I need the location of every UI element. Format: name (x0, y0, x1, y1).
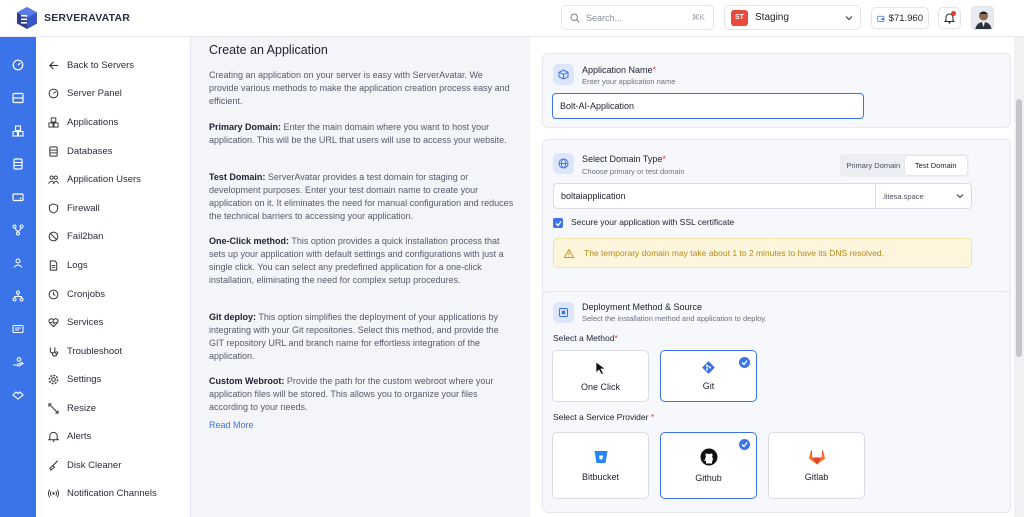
sidebar-item-label: Notification Channels (67, 488, 157, 499)
sidebar-item-fail2ban[interactable] (48, 231, 103, 242)
required-mark: * (650, 412, 655, 422)
domain-type-subtitle: Choose primary or test domain (582, 167, 685, 176)
sidebar-item-label: Cronjobs (67, 289, 106, 300)
sidebar-item-server-panel[interactable] (48, 88, 122, 99)
sidebar-item-label: Disk Cleaner (67, 460, 122, 471)
rail-applications[interactable] (0, 114, 36, 147)
help-desc: This option provides a quick installation process that sets up your application with default settings and configurations with just a single click. You can select any predefined application for a one-click installation, eliminating the need for complex setup procedures. (209, 236, 504, 285)
domain-type-title (582, 154, 666, 164)
network-icon (12, 224, 24, 236)
rail-git[interactable] (0, 213, 36, 246)
rail-storage[interactable] (0, 180, 36, 213)
handshake-icon (12, 389, 24, 401)
domain-suffix-select[interactable] (875, 183, 972, 209)
ssl-checkbox[interactable] (553, 218, 563, 228)
help-test-domain (209, 171, 514, 223)
method-label-text: Select a Method (553, 333, 615, 343)
deploy-icon (553, 302, 574, 323)
domain-suffix-value: .litesa.space (882, 191, 924, 201)
provider-label-github: Github (695, 473, 722, 483)
required-mark: * (614, 333, 618, 343)
warning-icon (564, 249, 574, 258)
shield-icon (48, 203, 59, 214)
tab-primary-domain[interactable]: Primary Domain (846, 161, 901, 170)
bell-icon (48, 431, 59, 442)
rail-billing[interactable] (0, 312, 36, 345)
brand-name: SERVERAVATAR (44, 12, 131, 24)
help-panel (191, 37, 530, 517)
server-menu (36, 37, 191, 517)
database-icon (48, 146, 59, 157)
sidebar-item-firewall[interactable] (48, 203, 100, 214)
ban-icon (48, 231, 59, 242)
search-shortcut: ⌘K (691, 13, 705, 22)
method-git[interactable] (660, 350, 757, 402)
search-icon (570, 13, 580, 23)
server-icon (12, 92, 24, 104)
database-icon (12, 158, 24, 170)
provider-gitlab[interactable] (768, 432, 865, 499)
create-app-form (530, 37, 1014, 517)
server-name: Staging (755, 12, 789, 23)
sidebar-item-label: Server Panel (67, 88, 122, 99)
help-term: Primary Domain: (209, 122, 282, 132)
file-icon (48, 260, 59, 271)
github-icon (700, 448, 718, 466)
provider-label (553, 412, 654, 422)
help-one-click (209, 235, 514, 287)
app-name-title (582, 65, 656, 75)
help-term: Custom Webroot: (209, 376, 285, 386)
cursor-icon (595, 361, 607, 375)
intro-text: Creating an application on your server is easy with ServerAvatar. We provide various methods to make the application creation process easy and efficient. (209, 70, 510, 106)
provider-bitbucket[interactable] (552, 432, 649, 499)
arrow-left-icon (48, 60, 59, 71)
sidebar-item-label: Resize (67, 403, 97, 414)
selected-check-icon (739, 439, 750, 450)
users-icon (48, 174, 59, 185)
cube-icon (553, 64, 574, 85)
rail-support[interactable] (0, 345, 36, 378)
help-desc: ServerAvatar provides a test domain for staging or development purposes. Enter your test domain name to create your application on it. It eliminates the need for manual configuration and reduces the technical barriers to accessing your application. (209, 172, 514, 221)
sidebar-item-label: Fail2ban (67, 231, 104, 242)
sitemap-icon (12, 290, 24, 302)
help-desc: This option simplifies the deployment of your applications by integrating with your Git repositories. Select this method, and provide the GIT repository URL and branch name for effortless integration of the application. (209, 312, 499, 361)
deployment-card (542, 291, 1011, 513)
id-card-icon (12, 323, 24, 335)
wallet-icon (877, 13, 885, 24)
rail-servers[interactable] (0, 81, 36, 114)
rail-team[interactable] (0, 246, 36, 279)
search-placeholder: Search... (586, 12, 623, 23)
domain-type-toggle (840, 154, 969, 177)
rail-databases[interactable] (0, 147, 36, 180)
sidebar-item-logs[interactable] (48, 260, 88, 271)
method-label-git: Git (702, 381, 715, 391)
help-term: Git deploy: (209, 312, 256, 322)
rail-partners[interactable] (0, 378, 36, 411)
required-mark: * (652, 65, 657, 75)
provider-label-gitlab: Gitlab (804, 472, 829, 482)
app-name-value: Bolt-AI-Application (560, 101, 635, 111)
sidebar-item-label: Troubleshoot (67, 346, 123, 357)
gear-icon (48, 374, 59, 385)
required-mark: * (662, 154, 666, 164)
drive-icon (12, 191, 24, 203)
method-label (553, 333, 618, 343)
provider-label-text: Select a Service Provider (553, 412, 649, 422)
provider-label-bitbucket: Bitbucket (581, 472, 620, 482)
sidebar-item-label: Logs (67, 260, 88, 271)
sidebar-item-cronjobs[interactable] (48, 289, 105, 300)
avatar-image (972, 7, 994, 30)
check-icon (555, 220, 562, 227)
sidebar-item-alerts[interactable] (48, 431, 91, 442)
brand-logo[interactable] (15, 6, 130, 30)
search-input[interactable] (561, 5, 714, 30)
help-custom-webroot (209, 375, 514, 414)
cubes-icon (48, 117, 59, 128)
deployment-subtitle: Select the installation method and application to deploy. (582, 314, 767, 323)
sidebar-item-label: Services (67, 317, 104, 328)
provider-github[interactable] (660, 432, 757, 499)
help-git-deploy (209, 311, 514, 363)
balance-button[interactable] (871, 7, 929, 29)
server-selector[interactable] (724, 5, 861, 30)
read-more-link[interactable]: Read More (209, 420, 254, 430)
gauge-icon (12, 59, 24, 71)
sidebar-item-resize[interactable] (48, 403, 96, 414)
dns-warning-text: The temporary domain may take about 1 to 2 minutes to have its DNS resolved. (584, 248, 885, 258)
gitlab-icon (808, 449, 826, 465)
help-term: One-Click method: (209, 236, 290, 246)
heart-pulse-icon (48, 317, 59, 328)
bitbucket-icon (593, 449, 609, 465)
sidebar-item-applications[interactable] (48, 117, 118, 128)
sidebar-item-services[interactable] (48, 317, 103, 328)
app-name-card (542, 53, 1011, 128)
app-name-input[interactable] (552, 93, 864, 119)
clock-icon (48, 289, 59, 300)
sidebar-item-label: Back to Servers (67, 60, 135, 71)
gauge-icon (48, 88, 59, 99)
scrollbar-thumb[interactable] (1016, 99, 1022, 357)
chevron-down-icon (844, 13, 854, 23)
sidebar-item-label: Alerts (67, 431, 92, 442)
sidebar-item-databases[interactable] (48, 146, 112, 157)
sidebar-item-label: Applications (67, 117, 119, 128)
help-term: Test Domain: (209, 172, 266, 182)
domain-value: boltaiapplication (561, 191, 626, 201)
ssl-label[interactable]: Secure your application with SSL certificate (571, 217, 735, 227)
app-name-subtitle: Enter your application name (582, 77, 676, 86)
chevron-down-icon (955, 191, 965, 201)
balance-amount: $71.960 (888, 12, 923, 24)
method-label-one-click: One Click (580, 381, 620, 392)
app-name-title-text: Application Name (582, 65, 653, 75)
hand-icon (12, 356, 24, 368)
stethoscope-icon (48, 346, 59, 357)
dns-warning (553, 238, 972, 268)
user-avatar[interactable] (971, 6, 994, 30)
deployment-title: Deployment Method & Source (582, 302, 703, 312)
git-icon (702, 361, 715, 374)
help-desc: Provide the path for the custom webroot where your application files will be stored. This allows you to organize your files according to your needs. (209, 376, 494, 412)
page-title: Create an Application (209, 43, 328, 57)
rail-integrations[interactable] (0, 279, 36, 312)
domain-input[interactable] (553, 183, 876, 209)
tab-test-domain[interactable]: Test Domain (905, 156, 968, 175)
help-primary-domain (209, 121, 514, 147)
users-icon (12, 257, 24, 269)
cubes-icon (12, 125, 24, 137)
sidebar-item-settings[interactable] (48, 374, 101, 385)
resize-icon (48, 403, 59, 414)
sidebar-item-label: Firewall (67, 203, 100, 214)
sidebar-item-notification-channels[interactable] (48, 488, 157, 499)
method-one-click[interactable] (552, 350, 649, 402)
help-desc: Enter the main domain where you want to host your application. This will be the URL that users will use to access your website. (209, 122, 507, 145)
serveravatar-logo-icon (15, 6, 39, 30)
domain-type-card (542, 139, 1011, 316)
broadcast-icon (48, 488, 59, 499)
broom-icon (48, 460, 59, 471)
globe-icon (553, 153, 574, 174)
notifications-button[interactable] (938, 7, 961, 29)
sidebar-item-disk-cleaner[interactable] (48, 460, 121, 471)
domain-type-title-text: Select Domain Type (582, 154, 663, 164)
sidebar-item-label: Settings (67, 374, 102, 385)
rail-dashboard[interactable] (0, 48, 36, 81)
sidebar-item-back-to-servers[interactable] (48, 60, 134, 71)
server-badge: ST (731, 10, 748, 26)
selected-check-icon (739, 357, 750, 368)
sidebar-item-label: Application Users (67, 174, 141, 185)
icon-rail (0, 37, 36, 517)
sidebar-item-label: Databases (67, 146, 113, 157)
notification-dot (951, 11, 956, 16)
sidebar-item-application-users[interactable] (48, 174, 141, 185)
sidebar-item-troubleshoot[interactable] (48, 346, 122, 357)
scrollbar[interactable] (1014, 37, 1024, 517)
top-bar (0, 0, 1024, 37)
